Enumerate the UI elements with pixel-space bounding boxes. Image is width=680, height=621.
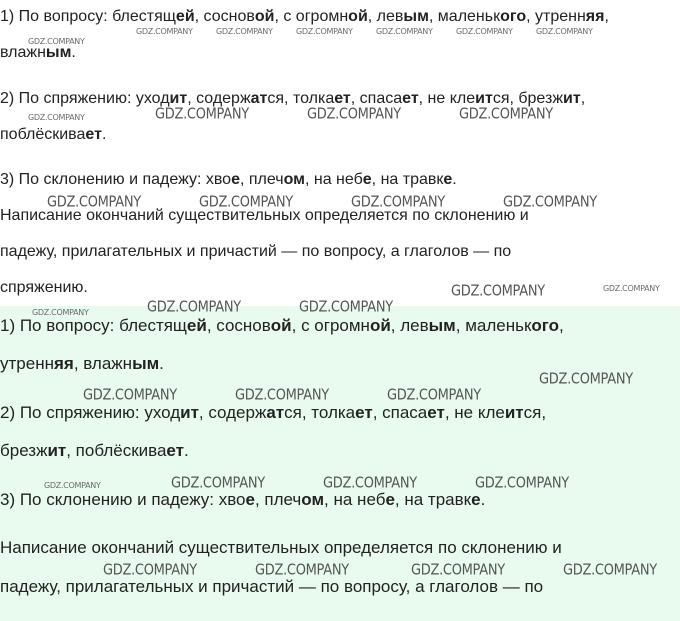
watermark: GDZ.COMPANY xyxy=(451,283,545,301)
watermark: GDZ.COMPANY xyxy=(323,475,417,493)
answer-line-1: 1) По вопросу: блестящей, сосновой, с огромной, левым, маленького, xyxy=(0,316,564,335)
watermark: GDZ.COMPANY xyxy=(351,194,445,212)
watermark: GDZ.COMPANY xyxy=(307,106,401,124)
watermark: GDZ.COMPANY xyxy=(296,27,353,36)
watermark: GDZ.COMPANY xyxy=(456,27,513,36)
answer-panel-top xyxy=(0,0,680,306)
watermark: GDZ.COMPANY xyxy=(199,194,293,212)
watermark: GDZ.COMPANY xyxy=(47,194,141,212)
answer-line-4: брезжит, поблёскивает. xyxy=(0,441,189,460)
answer-line-2: утренняя, влажным. xyxy=(0,354,164,373)
answer-line-2: влажным. xyxy=(0,44,76,61)
watermark: GDZ.COMPANY xyxy=(147,299,241,317)
answer-line-5: 3) По склонению и падежу: хвое, плечом, на небе, на травке. xyxy=(0,490,486,509)
rule-line-1: Написание окончаний существительных определяется по склонению и xyxy=(0,207,529,224)
watermark: GDZ.COMPANY xyxy=(28,37,85,46)
watermark: GDZ.COMPANY xyxy=(136,27,193,36)
answer-line-4: поблёскивает. xyxy=(0,126,107,143)
watermark: GDZ.COMPANY xyxy=(459,106,553,124)
answer-panel-bottom xyxy=(0,299,680,621)
watermark: GDZ.COMPANY xyxy=(255,562,349,580)
watermark: GDZ.COMPANY xyxy=(539,371,633,389)
answer-line-5: 3) По склонению и падежу: хвое, плечом, на небе, на травке. xyxy=(0,171,457,188)
watermark: GDZ.COMPANY xyxy=(387,387,481,405)
watermark: GDZ.COMPANY xyxy=(475,475,569,493)
watermark: GDZ.COMPANY xyxy=(411,562,505,580)
watermark: GDZ.COMPANY xyxy=(376,27,433,36)
watermark: GDZ.COMPANY xyxy=(216,27,273,36)
answer-line-3: 2) По спряжению: уходит, содержатся, толкает, спасает, не клеится, xyxy=(0,403,547,422)
watermark: GDZ.COMPANY xyxy=(32,308,89,317)
watermark: GDZ.COMPANY xyxy=(44,481,101,490)
rule-line-3: спряжению. xyxy=(0,279,88,296)
watermark: GDZ.COMPANY xyxy=(299,299,393,317)
watermark: GDZ.COMPANY xyxy=(171,475,265,493)
watermark: GDZ.COMPANY xyxy=(603,284,660,293)
rule-line-2: падежу, прилагательных и причастий — по вопросу, а глаголов — по xyxy=(0,243,512,260)
watermark: GDZ.COMPANY xyxy=(563,562,657,580)
watermark: GDZ.COMPANY xyxy=(83,387,177,405)
watermark: GDZ.COMPANY xyxy=(235,387,329,405)
watermark: GDZ.COMPANY xyxy=(28,113,85,122)
answer-line-1: 1) По вопросу: блестящей, сосновой, с огромной, левым, маленького, утренняя, xyxy=(0,8,609,25)
answer-line-3: 2) По спряжению: уходит, содержатся, толкает, спасает, не клеится, брезжит, xyxy=(0,90,586,107)
watermark: GDZ.COMPANY xyxy=(503,194,597,212)
watermark: GDZ.COMPANY xyxy=(155,106,249,124)
rule-line-2: падежу, прилагательных и причастий — по вопросу, а глаголов — по xyxy=(0,577,544,596)
watermark: GDZ.COMPANY xyxy=(536,27,593,36)
watermark: GDZ.COMPANY xyxy=(103,562,197,580)
rule-line-1: Написание окончаний существительных определяется по склонению и xyxy=(0,538,562,557)
